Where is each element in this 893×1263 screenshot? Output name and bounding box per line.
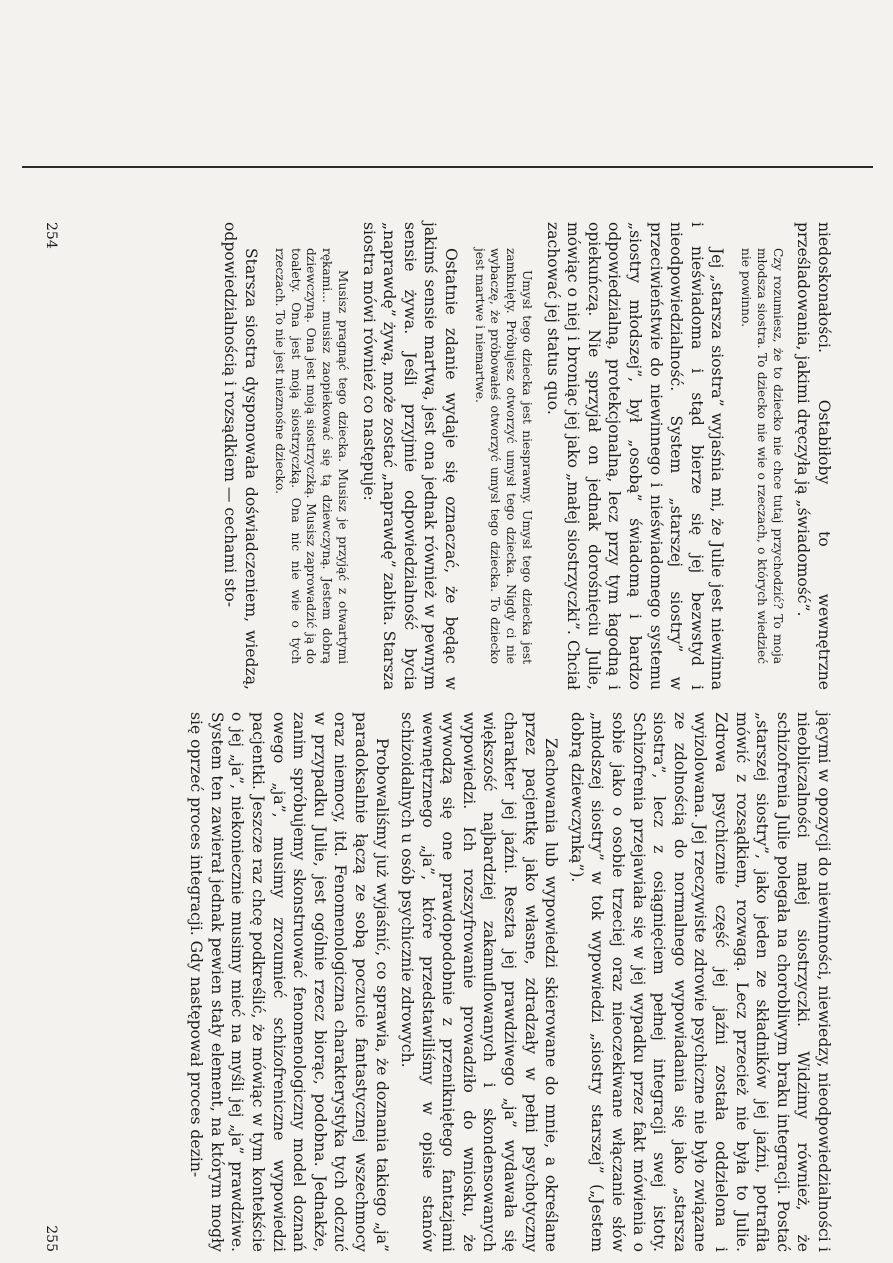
right-page xyxy=(34,712,834,1252)
left-quote-2: Umysł tego dziecka jest niesprawny. Umysł tego dziecka jest zamknięty. Próbujesz otworzyć umysł tego dziecka. Nigdy ci nie wybaczę, że próbowałeś otworzyć umysł tego dziecka. To dziecko jest martwe i niemartwe. xyxy=(472,248,535,664)
right-page-number: 255 xyxy=(43,1225,59,1252)
left-page xyxy=(34,222,834,690)
left-quote-1: Czy rozumiesz, że to dziecko nie chce tutaj przychodzić? To moja młodsza siostra. To dziecko nie wie o rzeczach, o których wiedzieć nie powinno. xyxy=(739,248,785,664)
right-para-1: jącymi w opozycji do niewinności, niewiedzy, nieodpowiedzialności i nieobliczalności małej siostrzyczki. Widzimy również, że schizofrenia Julie polegała na chorobliwym braku integracji. Postać „starszej siostry”, jako jeden ze składników jej jaźni, potrafiła mówić z rozsądkiem, rozwagą. Lecz przecież nie była to Julie. Zdrowa psychicznie część jej jaźni została oddzielona i wyizolowana. Jej rzeczywiste zdrowie psychiczne nie było związane ze zdolnością do normalnego wypowiadania się jako „starsza siostra”, lecz z osiągnięciem pełnej integracji swej istoty. Schizofrenia przejawiała się w jej wypadku przez fakt mówienia o sobie jako o osobie trzeciej oraz nieoczekiwane włączanie słów „młodszej siostry” w tok wypowiedzi „siostry starszej” („Jestem dobrą dziewczynką”). xyxy=(567,712,833,1252)
left-para-1: niedoskonałości. Ostabiłoby to wewnętrzne prześladowania, jakimi dręczyła ją „świadomość”. xyxy=(794,222,833,690)
right-para-2: Zachowania lub wypowiedzi skierowane do mnie, a określane przez pacjentkę jako własne, zdradzały w pełni psychotyczny charakter jej jaźni. Reszta jej prawdziwego „ja” wydawała się większość najbardziej zakamuflowanych i skondensowanych wypowiedzi. Ich rozszyfrowanie prowadziło do wniosku, że wywodzą się one prawdopodobnie z przenikniętego fantazjami wewnętrznego „ja”, które przedstawiliśmy w opisie stanów schizoidalnych u osób psychicznie zdrowych. xyxy=(398,712,561,1252)
book-spread xyxy=(34,222,834,1262)
right-para-3: Probowaliśmy już wyjaśnić, co sprawia, że doznania takiego „ja” paradoksalnie łączą ze sobą poczucie fantastycznej wszechmocy oraz niemocy, itd. Fenomenologiczna charakterystyka tych odczuć w przypadku Julie, jest ogólnie rzecz biorąc, podobna. Jednakże, zanim spróbujemy skonstruować fenomenologiczny model doznań owego „ja”, musimy zrozumieć schizofreniczne wypowiedzi pacjentki. Jeszcze raz chcę podkreślić, że mówiąc w tym kontekście o jej „ja”, niekoniecznie musimy mieć na myśli jej „ja” prawdziwe. System ten zawierał jednak pewien stały element, na którym mogły się oprzeć proces integracji. Gdy następował proces dezin- xyxy=(187,712,391,1252)
left-para-3: Ostatnie zdanie wydaje się oznaczać, że będąc w jakimś sensie martwą, jest ona jednak również w pewnym sensie żywa. Jeśli przyjmie odpowiedzialność bycia „naprawdę” żywą, może zostać „naprawdę” zabita. Starsza siostra mówi również co następuje: xyxy=(359,222,460,690)
left-para-2: Jej „starsza siostra” wyjaśnia mi, że Julie jest niewinna i nieświadoma i stąd bierze się jej bezwstyd i nieodpowiedzialność. System „starszej siostry” w przeciwieństwie do niewinnego i nieświadomego systemu „siostry młodszej”, był „osobą” świadomą i bardzo odpowiedzialną, protekcjonalną, lecz przy tym łagodną i opiekuńczą. Nie sprzyjał on jednak dorośnięciu Julie, mówiąc o niej i broniąc jej jako „małej siostrzyczki”. Chciał zachować jej status quo. xyxy=(543,222,727,690)
left-quote-3: Musisz pragnąć tego dziecka. Musisz je przyjąć z otwartymi rękami... musisz zaopiekować się tą dziewczyną. Jestem dobrą dziewczyną. Ona jest moją siostrzyczką. Musisz zaprowadzić ją do toalety. Ona jest moją siostrzyczką. Ona nic nie wie o tych rzeczach. To nie jest nieznośne dziecko. xyxy=(272,248,350,664)
left-page-number: 254 xyxy=(43,222,59,249)
page-top-rule xyxy=(22,166,873,168)
left-para-4: Starsza siostra dysponowała doświadczeniem, wiedzą, odpowiedzialnością i rozsądkiem — cechami sto- xyxy=(221,222,260,690)
